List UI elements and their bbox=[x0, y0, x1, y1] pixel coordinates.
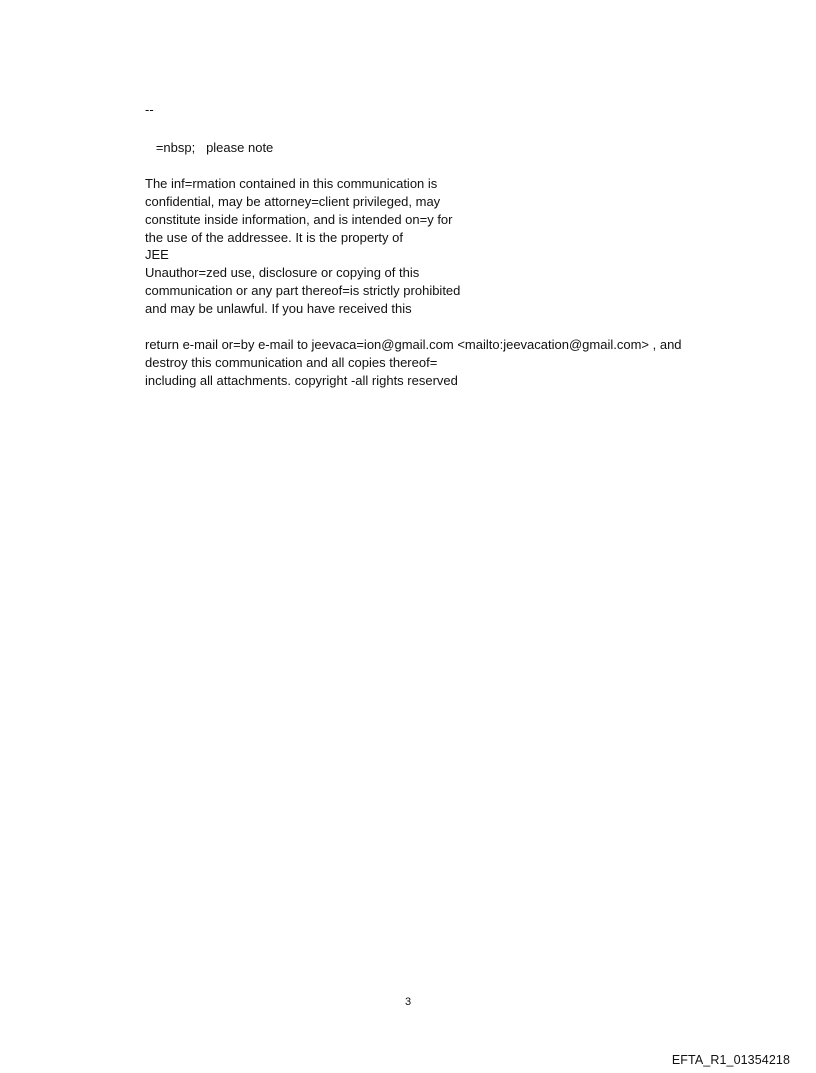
paragraph-line: the use of the addressee. It is the property of bbox=[145, 230, 403, 245]
paragraph-line: JEE bbox=[145, 247, 169, 262]
note-line: =nbsp; please note bbox=[145, 140, 274, 155]
paragraph-line: including all attachments. copyright -all rights reserved bbox=[145, 373, 458, 388]
separator-dashes: -- bbox=[145, 102, 154, 117]
page-number: 3 bbox=[404, 996, 412, 1008]
paragraph-line: destroy this communication and all copies thereof= bbox=[145, 355, 438, 370]
paragraph-line: The inf=rmation contained in this communication is bbox=[145, 176, 438, 191]
paragraph-line: communication or any part thereof=is strictly prohibited bbox=[145, 283, 461, 298]
paragraph-line: constitute inside information, and is intended on=y for bbox=[145, 212, 453, 227]
paragraph-line: and may be unlawful. If you have received this bbox=[145, 301, 412, 316]
document-id: EFTA_R1_01354218 bbox=[671, 1053, 790, 1067]
paragraph-line: return e-mail or=by e-mail to jeevaca=ion@gmail.com <mailto:jeevacation@gmail.com> , and bbox=[145, 337, 682, 352]
paragraph-line: confidential, may be attorney=client privileged, may bbox=[145, 194, 441, 209]
paragraph-line: Unauthor=zed use, disclosure or copying of this bbox=[145, 265, 420, 280]
